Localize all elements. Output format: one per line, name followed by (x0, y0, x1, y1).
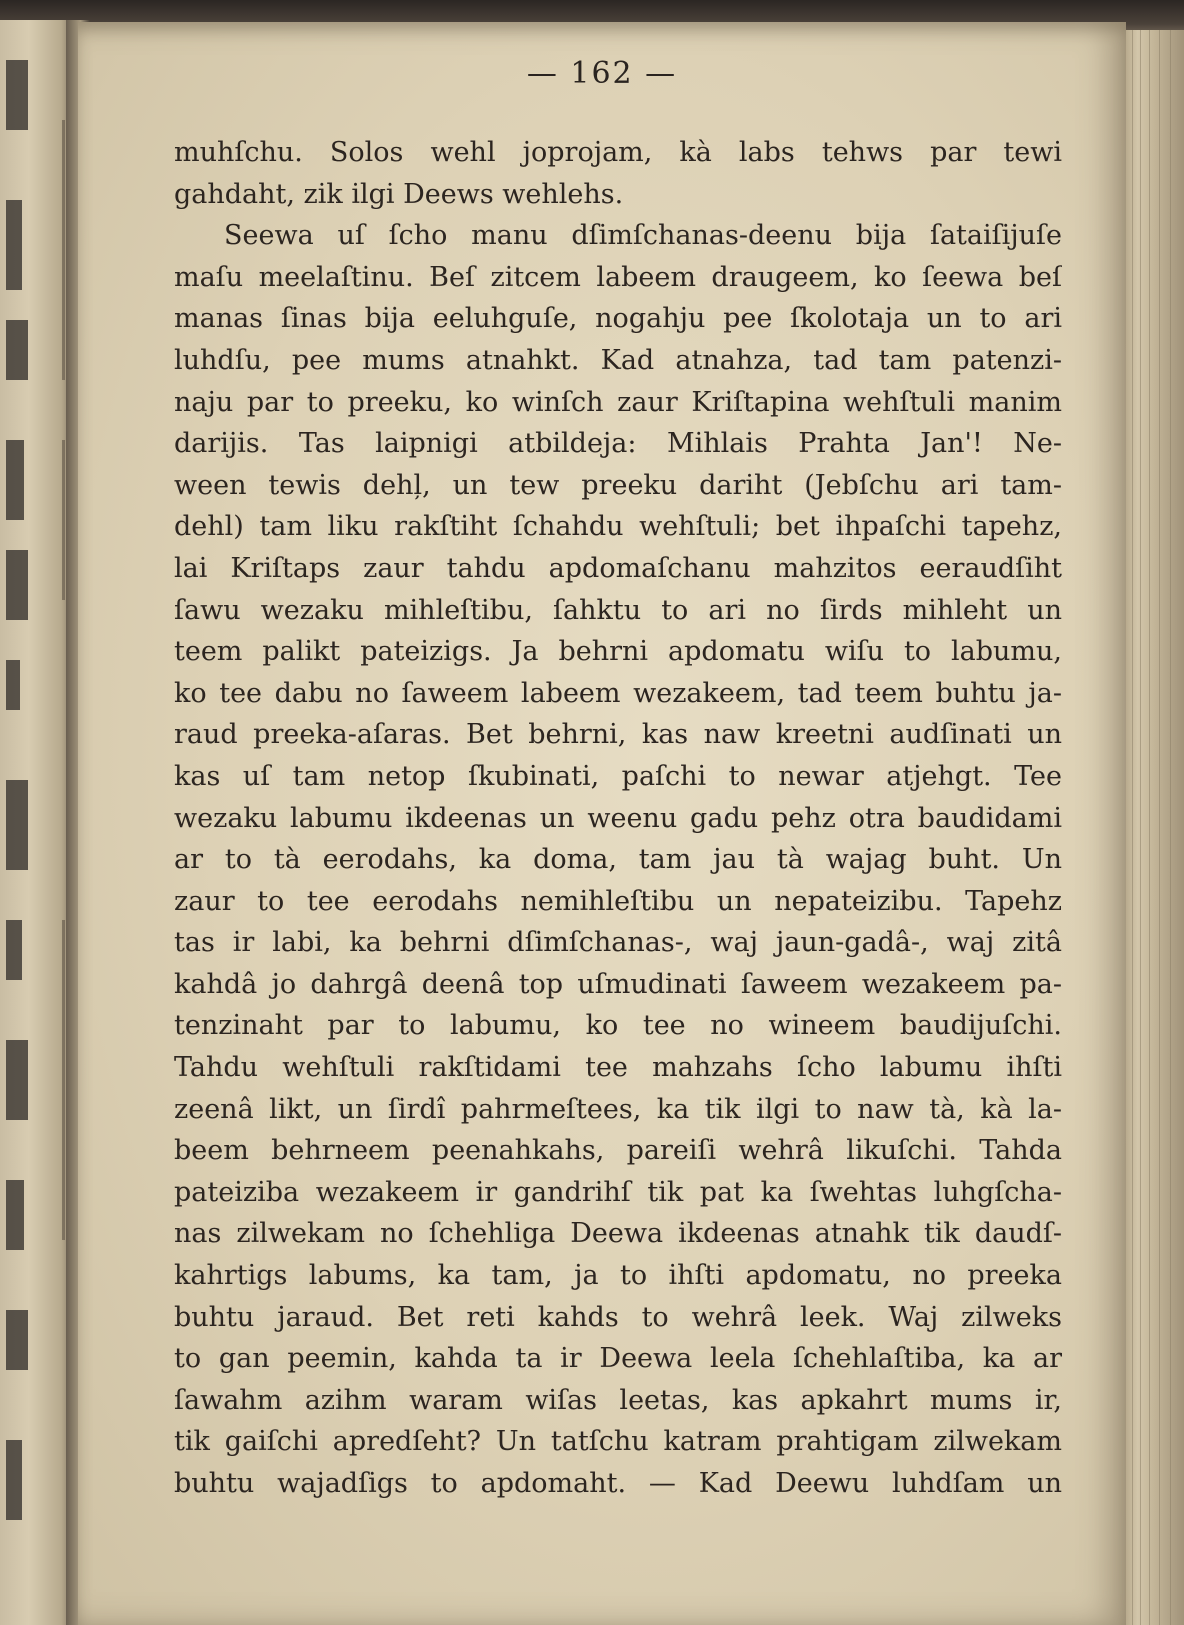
text-line: kahdâ jo dahrgâ deenâ top uſmudinati ſaweem wezakeem pa- (174, 968, 1062, 1000)
text-line: naju par to preeku, ko winſch zaur Kriſtapina wehſtuli manim (174, 386, 1062, 418)
text-line: Seewa uſ ſcho manu dſimſchanas-deenu bija ſataiſijuſe (224, 220, 1062, 252)
text-line: kahrtigs labums, ka tam, ja to ihſti apdomatu, no preeka (174, 1260, 1062, 1292)
facing-page-glyph (6, 60, 28, 130)
text-line: pateiziba wezakeem ir gandrihſ tik pat ka ſwehtas luhgſcha- (174, 1176, 1062, 1208)
leaf-edge-line (1159, 30, 1160, 1625)
facing-page-glyph (6, 1180, 24, 1250)
text-line: ſawahm azihm waram wiſas leetas, kas apkahrt mums ir, (174, 1384, 1062, 1416)
text-line: manas ſinas bija eeluhguſe, nogahju pee ſkolotaja un to ari (174, 303, 1062, 335)
facing-page-glyph (6, 1310, 28, 1370)
text-line: tenzinaht par to labumu, ko tee no wineem baudijuſchi. (174, 1010, 1062, 1042)
leaf-edge-line (1170, 30, 1171, 1625)
text-line: ween tewis dehļ, un tew preeku dariht (Jebſchu ari tam- (174, 469, 1062, 501)
facing-page-rule (62, 440, 65, 600)
text-line: ko tee dabu no ſaweem labeem wezakeem, tad teem buhtu ja- (174, 677, 1062, 709)
facing-page-rule (62, 920, 65, 1240)
text-line: wezaku labumu ikdeenas un weenu gadu pehz otra baudidami (174, 802, 1062, 834)
text-line: raud preeka-aſaras. Bet behrni, kas naw kreetni audſinati un (174, 719, 1062, 751)
text-line: zeenâ likt, un ſirdî pahrmeſtees, ka tik ilgi to naw tà, kà la- (174, 1093, 1062, 1125)
facing-page-glyph (6, 1440, 22, 1520)
text-line: teem palikt pateizigs. Ja behrni apdomatu wiſu to labumu, (174, 636, 1062, 668)
leaf-edge-line (1140, 30, 1141, 1625)
facing-page-glyph (6, 780, 28, 870)
text-line: to gan peemin, kahda ta ir Deewa leela ſchehlaſtiba, ka ar (174, 1343, 1062, 1375)
facing-page-glyph (6, 920, 22, 980)
text-line: maſu meelaſtinu. Beſ zitcem labeem draugeem, ko ſeewa beſ (174, 261, 1062, 293)
text-line: ar to tà eerodahs, ka doma, tam jau tà wajag buht. Un (174, 844, 1062, 876)
facing-page-fragment (0, 20, 72, 1625)
text-line: buhtu wajadſigs to apdomaht. — Kad Deewu luhdſam un (174, 1468, 1062, 1499)
text-line: dehl) tam liku rakſtiht ſchahdu wehſtuli; bet ihpaſchi tapehz, (174, 511, 1062, 543)
text-line: darijis. Tas laipnigi atbildeja: Mihlais Prahta Jan'! Ne- (174, 428, 1062, 460)
facing-page-glyph (6, 660, 20, 710)
text-line: luhdſu, pee mums atnahkt. Kad atnahza, tad tam patenzi- (174, 344, 1062, 376)
facing-page-glyph (6, 320, 28, 380)
facing-page-glyph (6, 1040, 28, 1120)
text-line: buhtu jaraud. Bet reti kahds to wehrâ leek. Waj zilweks (174, 1301, 1062, 1333)
text-line: beem behrneem peenahkahs, pareiſi wehrâ likuſchi. Tahda (174, 1135, 1062, 1167)
page-body-text (174, 132, 1062, 1505)
text-line: tik gaiſchi apredſeht? Un tatſchu katram prahtigam zilwekam (174, 1426, 1062, 1458)
page-number: — 162 — (526, 56, 678, 91)
leaf-edge-line (1132, 30, 1133, 1625)
text-line: kas uſ tam netop ſkubinati, paſchi to newar atjehgt. Tee (174, 760, 1062, 792)
book-page (78, 22, 1126, 1625)
facing-page-glyph (6, 440, 24, 520)
leaf-edge-line (1149, 30, 1150, 1625)
text-line: Tahdu wehſtuli rakſtidami tee mahzahs ſcho labumu ihſti (174, 1052, 1062, 1084)
text-line: muhſchu. Solos wehl joprojam, kà labs tehws par tewi (174, 137, 1062, 168)
text-line: ſawu wezaku mihleſtibu, ſahktu to ari no ſirds mihleht un (174, 594, 1062, 626)
facing-page-glyph (6, 550, 28, 620)
facing-page-rule (62, 120, 65, 380)
text-line: tas ir labi, ka behrni dſimſchanas-, waj jaun-gadâ-, waj zitâ (174, 927, 1062, 959)
facing-page-glyph (6, 200, 22, 290)
text-line: gahdaht, zik ilgi Deews wehlehs. (174, 178, 624, 210)
page-stack-edge (1126, 30, 1184, 1625)
text-line: nas zilwekam no ſchehliga Deewa ikdeenas atnahk tik daudſ- (174, 1218, 1062, 1250)
text-line: zaur to tee eerodahs nemihleſtibu un nepateizibu. Tapehz (174, 885, 1062, 917)
text-line: lai Kriſtaps zaur tahdu apdomaſchanu mahzitos eeraudſiht (174, 552, 1062, 584)
